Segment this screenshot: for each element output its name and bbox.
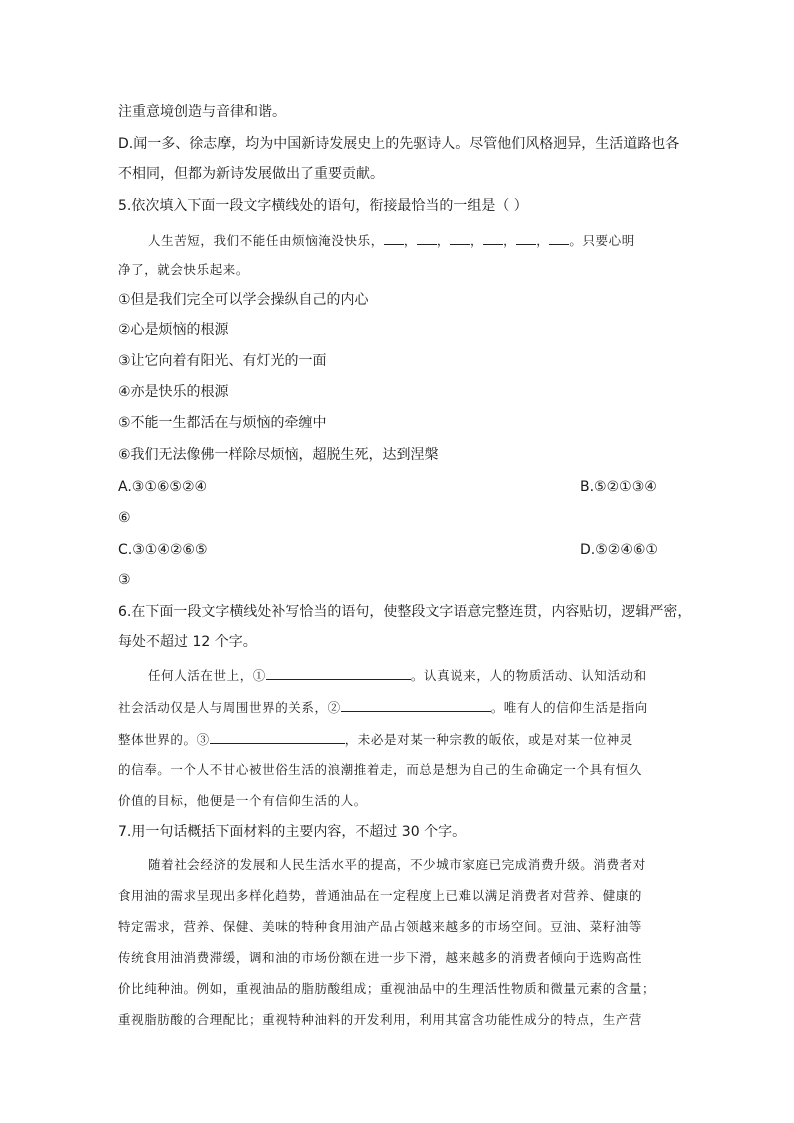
passage-text: 社会活动仅是人与周围世界的关系，② [118,700,341,715]
answer-blank-3[interactable] [210,729,345,744]
choice-c-wrap: ③ [118,572,131,588]
question-6-stem: 6.在下面一段文字横线处补写恰当的语句，使整段文字语意完整连贯，内容贴切，逻辑严密， [118,604,692,620]
question-6-passage [148,665,647,686]
option-item: ②心是烦恼的根源 [118,322,229,338]
question-7-stem: 7.用一句话概括下面材料的主要内容，不超过 30 个字。 [118,824,467,840]
option-item: ①但是我们完全可以学会操纵自己的内心 [118,292,369,308]
passage-text: 。认真说来，人的物质活动、认知活动和 [410,668,647,683]
answer-blank[interactable] [483,230,503,245]
question-7-passage: 价比纯种油。例如，重视油品的脂肪酸组成；重视油品中的生理活性物质和微量元素的含量； [118,981,656,996]
choice-b[interactable]: B.⑤②①③④ [580,479,657,495]
passage-text: 人生苦短，我们不能任由烦恼淹没快乐， [148,233,384,248]
question-6-passage [118,729,633,750]
passage-text: 。唯有人的信仰生活是指向 [490,700,648,715]
question-7-passage: 传统食用油消费滞缓，调和油的市场份额在进一步下滑，越来越多的消费者倾向于选购高性 [118,950,643,965]
question-7-passage: 食用油的需求呈现出多样化趋势，普通油品在一定程度上已难以满足消费者对营养、健康的 [118,888,643,903]
passage-text: ，未必是对某一种宗教的皈依，或是对某一位神灵 [344,732,633,747]
choice-a[interactable]: A.③①⑥⑤②④ [118,479,208,495]
passage-text: 整体世界的。③ [118,732,210,747]
option-item: ③让它向着有阳光、有灯光的一面 [118,353,327,369]
question-5-passage: 人生苦短，我们不能任由烦恼淹没快乐， ， ， ， ， ， 。只要心明 [148,230,635,251]
text-line: 不相同，但都为新诗发展做出了重要贡献。 [118,166,384,182]
text-line: D.闻一多、徐志摩，均为中国新诗发展史上的先驱诗人。尽管他们风格迥异，生活道路也各 [118,136,680,152]
question-5-stem: 5.依次填入下面一段文字横线处的语句，衔接最恰当的一组是（ ） [118,198,528,214]
answer-blank[interactable] [549,230,569,245]
choice-c[interactable]: C.③①④②⑥⑤ [118,542,208,558]
option-item: ④亦是快乐的根源 [118,384,229,400]
answer-blank-1[interactable] [266,665,411,680]
question-6-stem-line2: 每处不超过 12 个字。 [118,634,257,650]
answer-blank[interactable] [384,230,404,245]
answer-blank[interactable] [516,230,536,245]
answer-blank[interactable] [417,230,437,245]
question-7-passage: 特定需求，营养、保健、美味的特种食用油产品占领越来越多的市场空间。豆油、菜籽油等 [118,919,643,934]
option-item: ⑤不能一生都活在与烦恼的牵缠中 [118,415,327,431]
choice-d[interactable]: D.⑤②④⑥① [580,542,658,558]
option-item: ⑥我们无法像佛一样除尽烦恼，超脱生死，达到涅槃 [118,447,439,463]
answer-blank[interactable] [450,230,470,245]
question-5-passage-line2: 净了，就会快乐起来。 [118,262,250,277]
passage-text: 任何人活在世上，① [148,668,266,683]
question-6-passage [118,697,648,718]
question-7-passage: 随着社会经济的发展和人民生活水平的提高，不少城市家庭已完成消费升级。消费者对 [148,857,646,872]
choice-a-wrap: ⑥ [118,510,131,526]
question-6-passage: 的信奉。一个人不甘心被世俗生活的浪潮推着走，而总是想为自己的生命确定一个具有恒久 [118,762,643,777]
question-6-passage: 价值的目标，他便是一个有信仰生活的人。 [118,793,367,808]
text-line: 注重意境创造与音律和谐。 [118,104,286,120]
answer-blank-2[interactable] [341,697,491,712]
question-7-passage: 重视脂肪酸的合理配比；重视特种油料的开发利用，利用其富含功能性成分的特点，生产营 [118,1012,643,1027]
passage-text: 。只要心明 [569,233,635,248]
